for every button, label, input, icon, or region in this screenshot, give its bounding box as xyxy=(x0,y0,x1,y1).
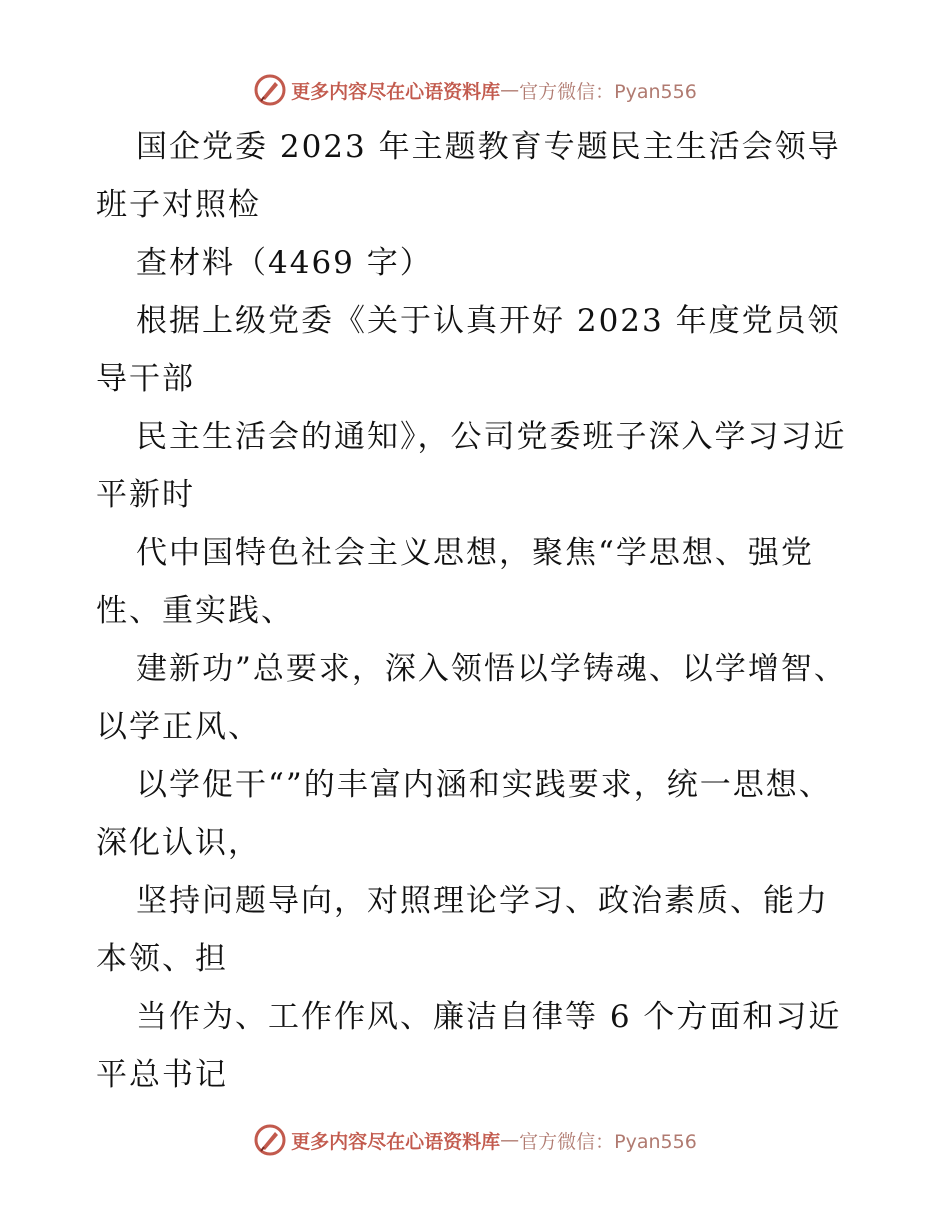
banner-separator: — xyxy=(500,79,520,101)
paragraph: 国企党委 2023 年主题教育专题民主生活会领导班子对照检 xyxy=(96,129,841,223)
quill-logo-icon xyxy=(253,73,287,107)
header-watermark-banner xyxy=(0,70,950,110)
paragraph: 当作为、工作作风、廉洁自律等 6 个方面和习近平总书记 xyxy=(96,999,842,1093)
paragraph: 民主生活会的通知》，公司党委班子深入学习习近平新时 xyxy=(96,419,847,513)
quill-logo-icon xyxy=(253,1123,287,1157)
paragraph: 查材料（4469 字） xyxy=(136,245,433,281)
paragraph: 坚持问题导向，对照理论学习、政治素质、能力本领、担 xyxy=(96,883,829,977)
paragraph: 建新功”总要求，深入领悟以学铸魂、以学增智、以学正风、 xyxy=(96,651,847,745)
document-body xyxy=(96,118,856,1104)
paragraph: 代中国特色社会主义思想，聚焦“学思想、强党性、重实践、 xyxy=(96,535,814,629)
banner-wechat-id: 官方微信：Pyan556 xyxy=(519,80,697,103)
banner-wechat-id: 官方微信：Pyan556 xyxy=(519,1130,697,1153)
paragraph: 以学促干“”的丰富内涵和实践要求，统一思想、深化认识， xyxy=(96,767,832,861)
banner-site-name: 更多内容尽在心语资料库 xyxy=(291,80,501,103)
banner-site-name: 更多内容尽在心语资料库 xyxy=(291,1130,501,1153)
paragraph: 根据上级党委《关于认真开好 2023 年度党员领导干部 xyxy=(96,303,841,397)
banner-separator: — xyxy=(500,1129,520,1151)
footer-watermark-banner xyxy=(0,1120,950,1160)
